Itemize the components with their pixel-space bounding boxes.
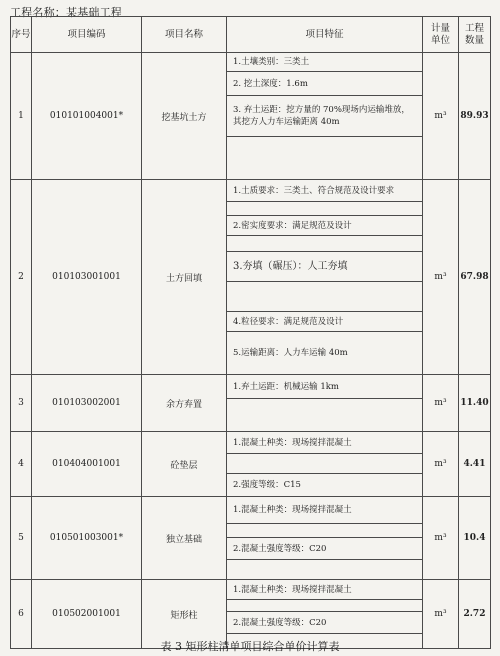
feature-empty	[227, 236, 422, 252]
header-seq: 序号	[11, 17, 32, 53]
feature-item: 2.密实度要求：满足规范及设计	[227, 216, 422, 236]
feature-item: 1.混凝土种类：现场搅拌混凝土	[227, 432, 422, 454]
feature-item: 3.夯填（碾压）：人工夯填	[227, 252, 422, 282]
cell-name: 土方回填	[142, 180, 227, 375]
cell-seq: 2	[11, 180, 32, 375]
header-qty	[459, 17, 491, 53]
feature-item: 1.弃土运距：机械运输 1km	[227, 375, 422, 399]
feature-empty	[227, 399, 422, 431]
feature-empty	[227, 524, 422, 538]
cell-seq: 1	[11, 53, 32, 180]
feature-empty	[227, 454, 422, 474]
feature-empty	[227, 560, 422, 579]
cell-code: 010103002001	[32, 375, 142, 432]
feature-item: 2.混凝土强度等级：C20	[227, 538, 422, 560]
cell-name: 挖基坑土方	[142, 53, 227, 180]
feature-empty	[227, 282, 422, 312]
cell-code: 010101004001*	[32, 53, 142, 180]
table-caption: 表 3 矩形柱清单项目综合单价计算表	[160, 640, 340, 653]
cell-code: 010404001001	[32, 432, 142, 497]
cell-unit: m³	[423, 53, 459, 180]
cell-features	[227, 180, 423, 375]
header-unit-line2: 单位	[430, 34, 450, 46]
table-row	[11, 53, 491, 180]
feature-item: 1.混凝土种类：现场搅拌混凝土	[227, 497, 422, 524]
table-row	[11, 375, 491, 432]
feature-item: 1.土壤类别：三类土	[227, 53, 422, 72]
cell-features	[227, 432, 423, 497]
cell-code: 010502001001	[32, 580, 142, 649]
cell-unit: m³	[423, 375, 459, 432]
header-code: 项目编码	[32, 17, 142, 53]
cell-name: 余方弃置	[142, 375, 227, 432]
cell-seq: 3	[11, 375, 32, 432]
table-row	[11, 180, 491, 375]
cell-unit: m³	[423, 432, 459, 497]
cell-code: 010103001001	[32, 180, 142, 375]
cell-unit: m³	[423, 180, 459, 375]
cell-qty: 4.41	[459, 432, 491, 497]
header-unit	[423, 17, 459, 53]
cell-unit: m³	[423, 497, 459, 580]
feature-item: 2.强度等级：C15	[233, 480, 301, 490]
cell-qty: 67.98	[459, 180, 491, 375]
cell-qty: 89.93	[459, 53, 491, 180]
feature-empty	[227, 600, 422, 612]
feature-item: 5.运输距离：人力车运输 40m	[233, 348, 348, 358]
feature-item: 2. 挖土深度：1.6m	[227, 72, 422, 96]
table-row	[11, 432, 491, 497]
cell-name: 独立基础	[142, 497, 227, 580]
cell-seq: 5	[11, 497, 32, 580]
header-row	[11, 17, 491, 53]
cell-qty: 2.72	[459, 580, 491, 649]
cell-features	[227, 53, 423, 180]
table-row	[11, 497, 491, 580]
header-unit-line1: 计量	[430, 22, 450, 34]
cell-seq: 6	[11, 580, 32, 649]
cell-name: 砼垫层	[142, 432, 227, 497]
cell-name: 矩形柱	[142, 580, 227, 649]
project-name: 工程名称：某基础工程	[10, 6, 122, 19]
header-qty-line1: 工程	[464, 22, 484, 34]
feature-item: 4.粒径要求：满足规范及设计	[227, 312, 422, 332]
feature-item: 3. 弃土运距：挖方量的 70%现场内运输堆放，其挖方人力车运输距离 40m	[227, 96, 422, 137]
cell-unit: m³	[423, 580, 459, 649]
cell-qty: 11.40	[459, 375, 491, 432]
cell-code: 010501003001*	[32, 497, 142, 580]
feature-empty	[227, 202, 422, 216]
bill-of-quantities-table	[10, 16, 491, 649]
header-features: 项目特征	[227, 17, 423, 53]
feature-empty	[227, 137, 422, 179]
feature-item: 2.混凝土强度等级：C20	[227, 612, 422, 634]
cell-features	[227, 497, 423, 580]
cell-seq: 4	[11, 432, 32, 497]
cell-features	[227, 375, 423, 432]
cell-qty: 10.4	[459, 497, 491, 580]
feature-item: 1.混凝土种类：现场搅拌混凝土	[227, 580, 422, 600]
header-name: 项目名称	[142, 17, 227, 53]
feature-item: 1.土质要求：三类土、符合规范及设计要求	[227, 180, 422, 202]
header-qty-line2: 数量	[464, 34, 484, 46]
